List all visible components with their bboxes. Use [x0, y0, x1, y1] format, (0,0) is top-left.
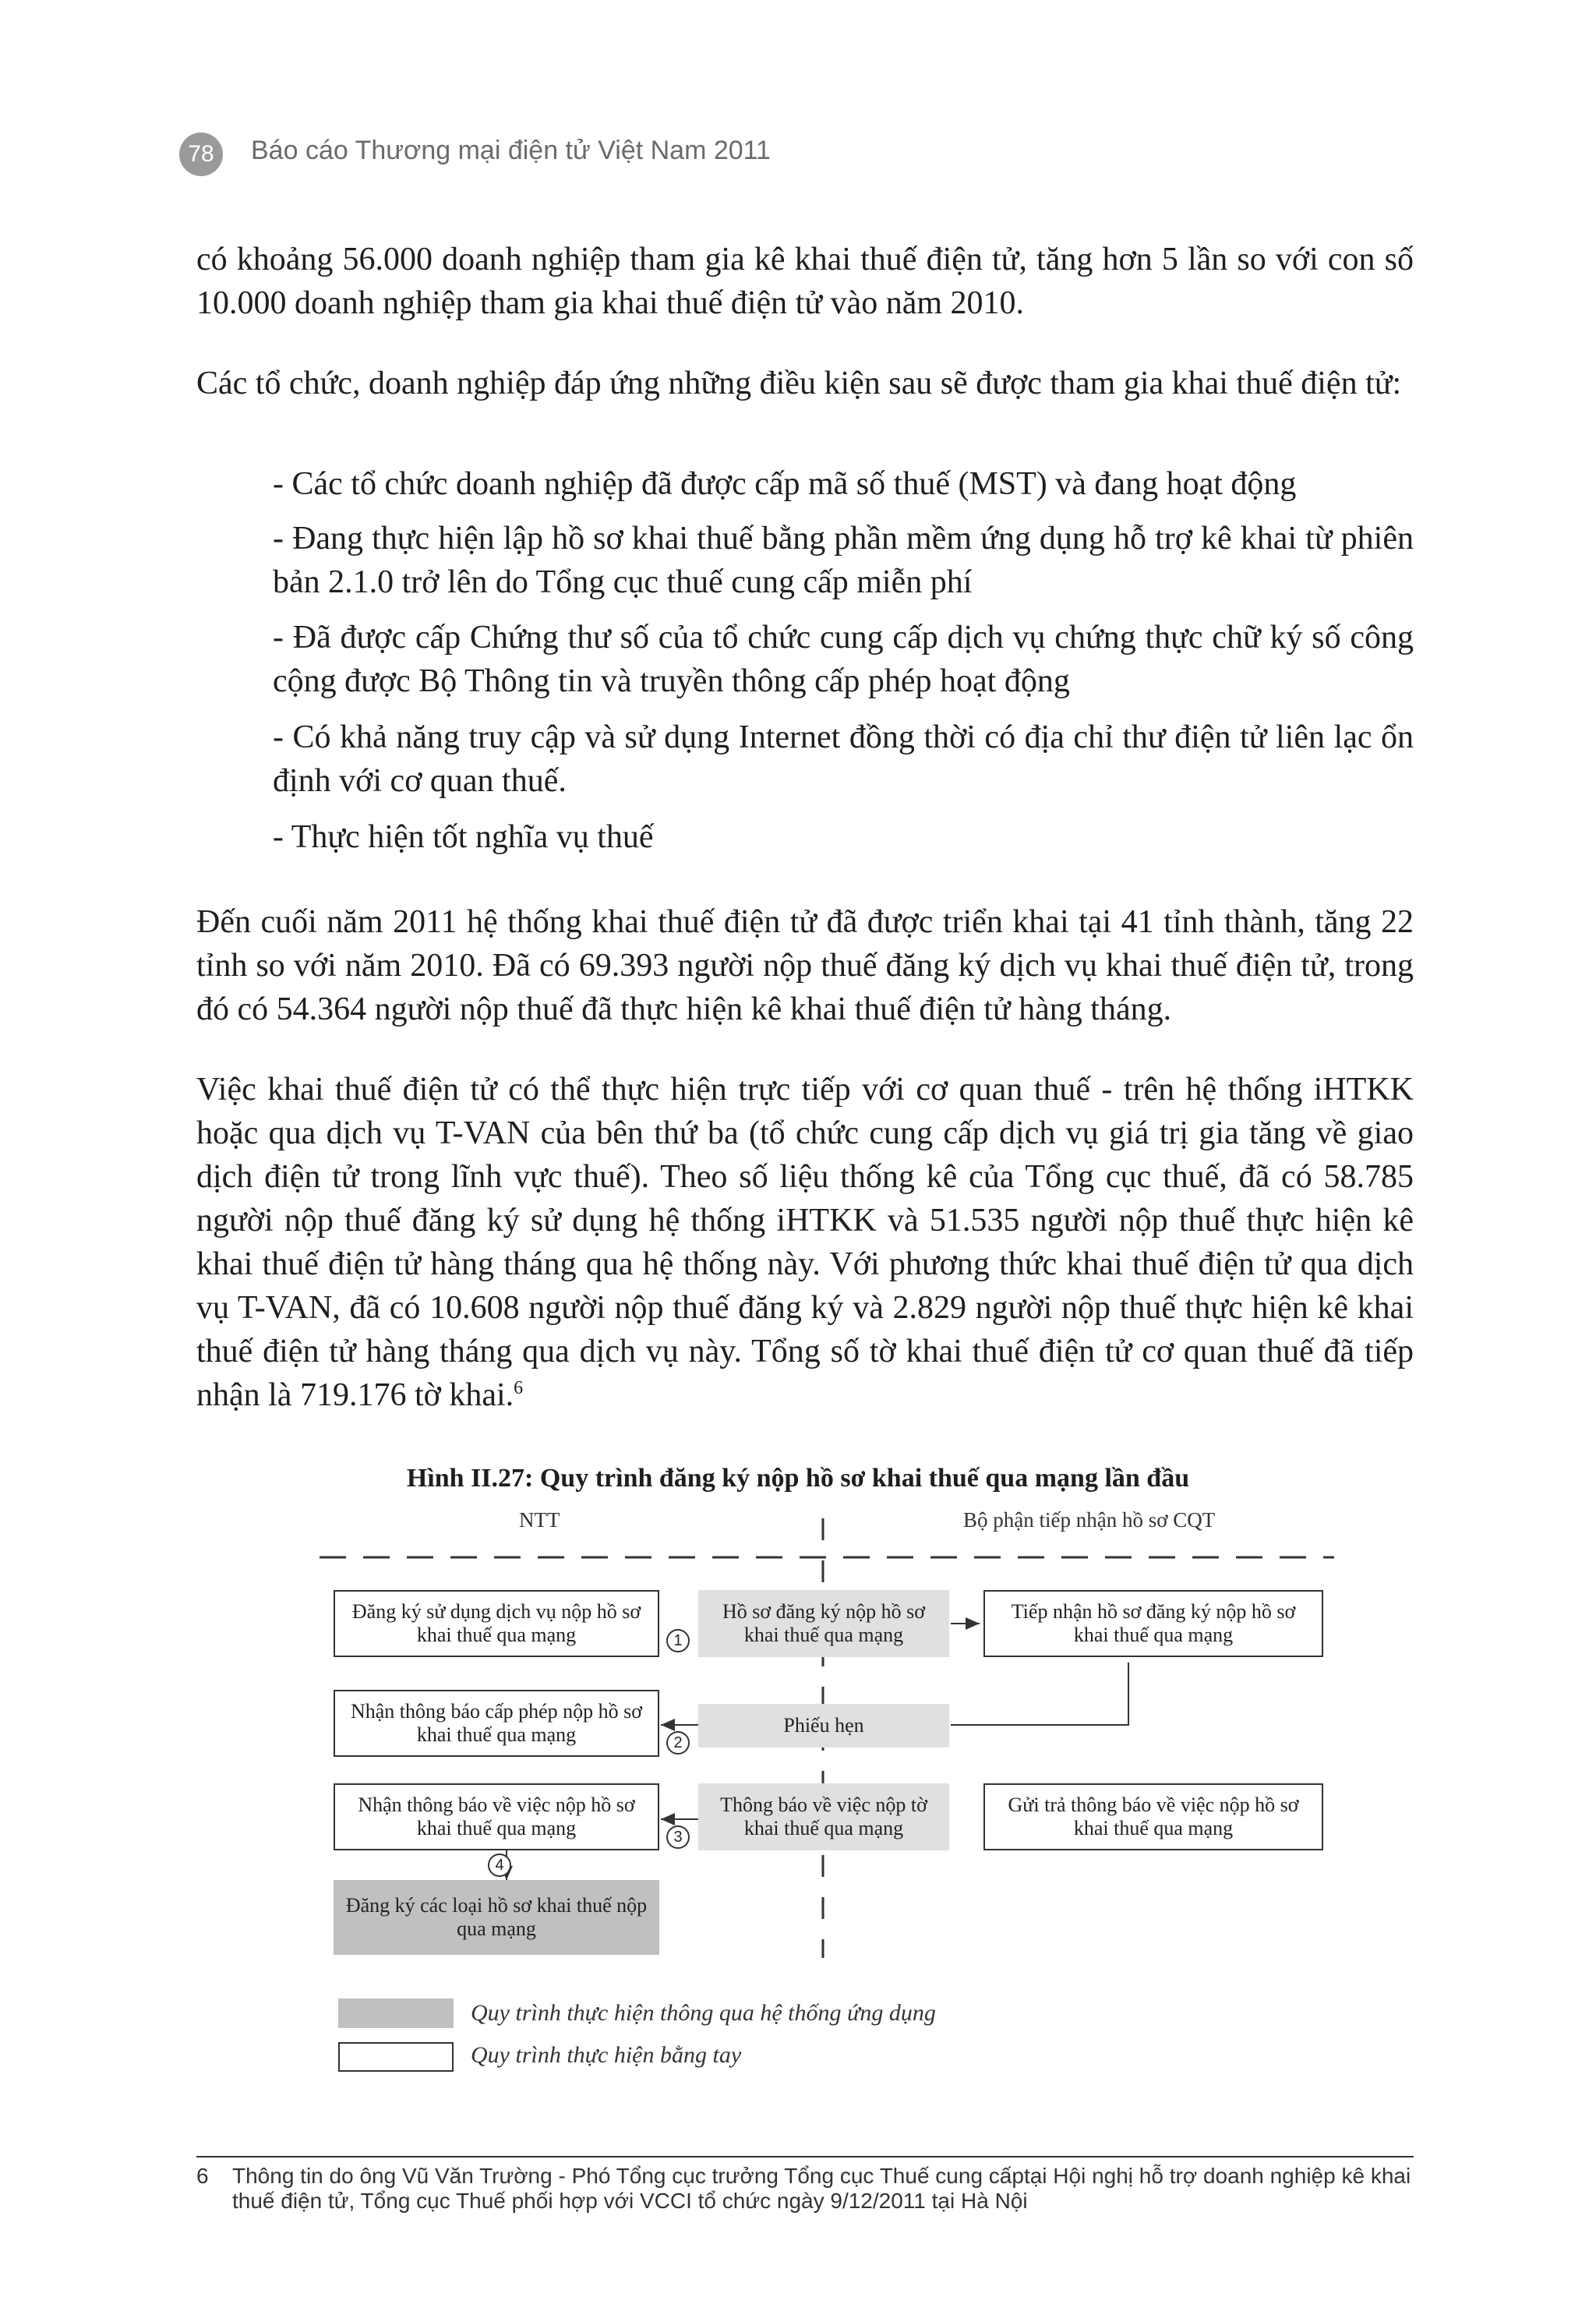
- step-1-badge: 1: [666, 1629, 690, 1652]
- legend-swatch-auto: [338, 1998, 454, 2028]
- step-3-badge: 3: [666, 1825, 690, 1849]
- box-register-forms: Đăng ký các loại hồ sơ khai thuế nộp qua mạng: [334, 1880, 659, 1955]
- paragraph-3-text: Đến cuối năm 2011 hệ thống khai thuế điện tử đã được triển khai tại 41 tỉnh thành, tăng 22 tỉnh so với năm 2010. Đã có 69.393 người nộp thuế đăng ký dịch vụ khai thuế điện tử, trong đó có 54.364 người nộp thuế đã thực hiện kê khai thuế điện tử hàng tháng.: [196, 904, 1414, 1027]
- list-item: - Có khả năng truy cập và sử dụng Internet đồng thời có địa chỉ thư điện tử liên lạc ổn định với cơ quan thuế.: [273, 719, 1414, 799]
- paragraph-4-body: Việc khai thuế điện tử có thể thực hiện trực tiếp với cơ quan thuế - trên hệ thống iHTKK hoặc qua dịch vụ T-VAN của bên thứ ba (tổ chức cung cấp dịch vụ giá trị gia tăng về giao dịch điện tử trong lĩnh vực thuế). Theo số liệu thống kê của Tổng cục thuế, đã có 58.785 người nộp thuế đăng ký sử dụng hệ thống iHTKK và 51.535 người nộp thuế thực hiện kê khai thuế điện tử hàng tháng qua hệ thống này. Với phương thức khai thuế điện tử qua dịch vụ T-VAN, đã có 10.608 người nộp thuế đăng ký và 2.829 người nộp thuế thực hiện kê khai thuế điện tử hàng tháng qua dịch vụ này. Tổng số tờ khai thuế điện tử cơ quan thuế đã tiếp nhận là 719.176 tờ khai.: [196, 1072, 1414, 1413]
- paragraph-2-text: Các tổ chức, doanh nghiệp đáp ứng những điều kiện sau sẽ được tham gia khai thuế điện tử:: [196, 366, 1402, 401]
- legend-label-auto: Quy trình thực hiện thông qua hệ thống ứng dụng: [471, 2000, 936, 2026]
- step-2-badge: 2: [666, 1731, 690, 1755]
- lane-label-tax-office: Bộ phận tiếp nhận hồ sơ CQT: [963, 1508, 1216, 1532]
- box-permit-notice: Nhận thông báo cấp phép nộp hồ sơ khai thuế qua mạng: [334, 1690, 659, 1757]
- page-number: 78: [179, 133, 223, 176]
- footnote-ref[interactable]: 6: [514, 1378, 524, 1398]
- box-return-notice-manual: Gửi trả thông báo về việc nộp hồ sơ khai thuế qua mạng: [983, 1783, 1323, 1850]
- legend-swatch-manual: [338, 2042, 454, 2072]
- box-appointment-slip: Phiếu hẹn: [698, 1704, 949, 1747]
- list-item: - Đã được cấp Chứng thư số của tổ chức cung cấp dịch vụ chứng thực chữ ký số công cộng được Bộ Thông tin và truyền thông cấp phép hoạt động: [273, 620, 1414, 699]
- connector-receive-to-appointment: [951, 1663, 1128, 1725]
- list-item: - Đang thực hiện lập hồ sơ khai thuế bằng phần mềm ứng dụng hỗ trợ kê khai từ phiên bản 2.1.0 trở lên do Tổng cục thuế cung cấp miễn phí: [273, 521, 1414, 600]
- lane-label-taxpayer: NTT: [519, 1508, 560, 1532]
- footnote-divider: [196, 2156, 1414, 2157]
- paragraph-1-text: có khoảng 56.000 doanh nghiệp tham gia kê khai thuế điện tử, tăng hơn 5 lần so với con số 10.000 doanh nghiệp tham gia khai thuế điện tử vào năm 2010.: [196, 242, 1414, 321]
- step-4-badge: 4: [488, 1854, 511, 1877]
- footnote-text: Thông tin do ông Vũ Văn Trường - Phó Tổng cục trưởng Tổng cục Thuế cung cấptại Hội nghị hỗ trợ doanh nghiệp kê khai thuế điện tử, Tổng cục Thuế phối hợp với VCCI tổ chức ngày 9/12/2011 tại Hà Nội: [232, 2164, 1411, 2213]
- box-registration-dossier: Hồ sơ đăng ký nộp hồ sơ khai thuế qua mạng: [698, 1590, 949, 1657]
- box-submission-notice: Nhận thông báo về việc nộp hồ sơ khai thuế qua mạng: [334, 1783, 659, 1850]
- list-item: - Các tổ chức doanh nghiệp đã được cấp mã số thuế (MST) và đang hoạt động: [273, 466, 1297, 502]
- box-receive-dossier: Tiếp nhận hồ sơ đăng ký nộp hồ sơ khai thuế qua mạng: [983, 1590, 1323, 1657]
- box-register-service: Đăng ký sử dụng dịch vụ nộp hồ sơ khai thuế qua mạng: [334, 1590, 659, 1657]
- box-return-notice-auto: Thông báo về việc nộp tờ khai thuế qua mạng: [698, 1783, 949, 1850]
- running-title: Báo cáo Thương mại điện tử Việt Nam 2011: [251, 136, 771, 165]
- footnote-number: 6: [196, 2164, 209, 2188]
- list-item: - Thực hiện tốt nghĩa vụ thuế: [273, 819, 654, 855]
- legend-label-manual: Quy trình thực hiện bằng tay: [471, 2042, 742, 2068]
- figure-title: Hình II.27: Quy trình đăng ký nộp hồ sơ khai thuế qua mạng lần đầu: [406, 1464, 1190, 1493]
